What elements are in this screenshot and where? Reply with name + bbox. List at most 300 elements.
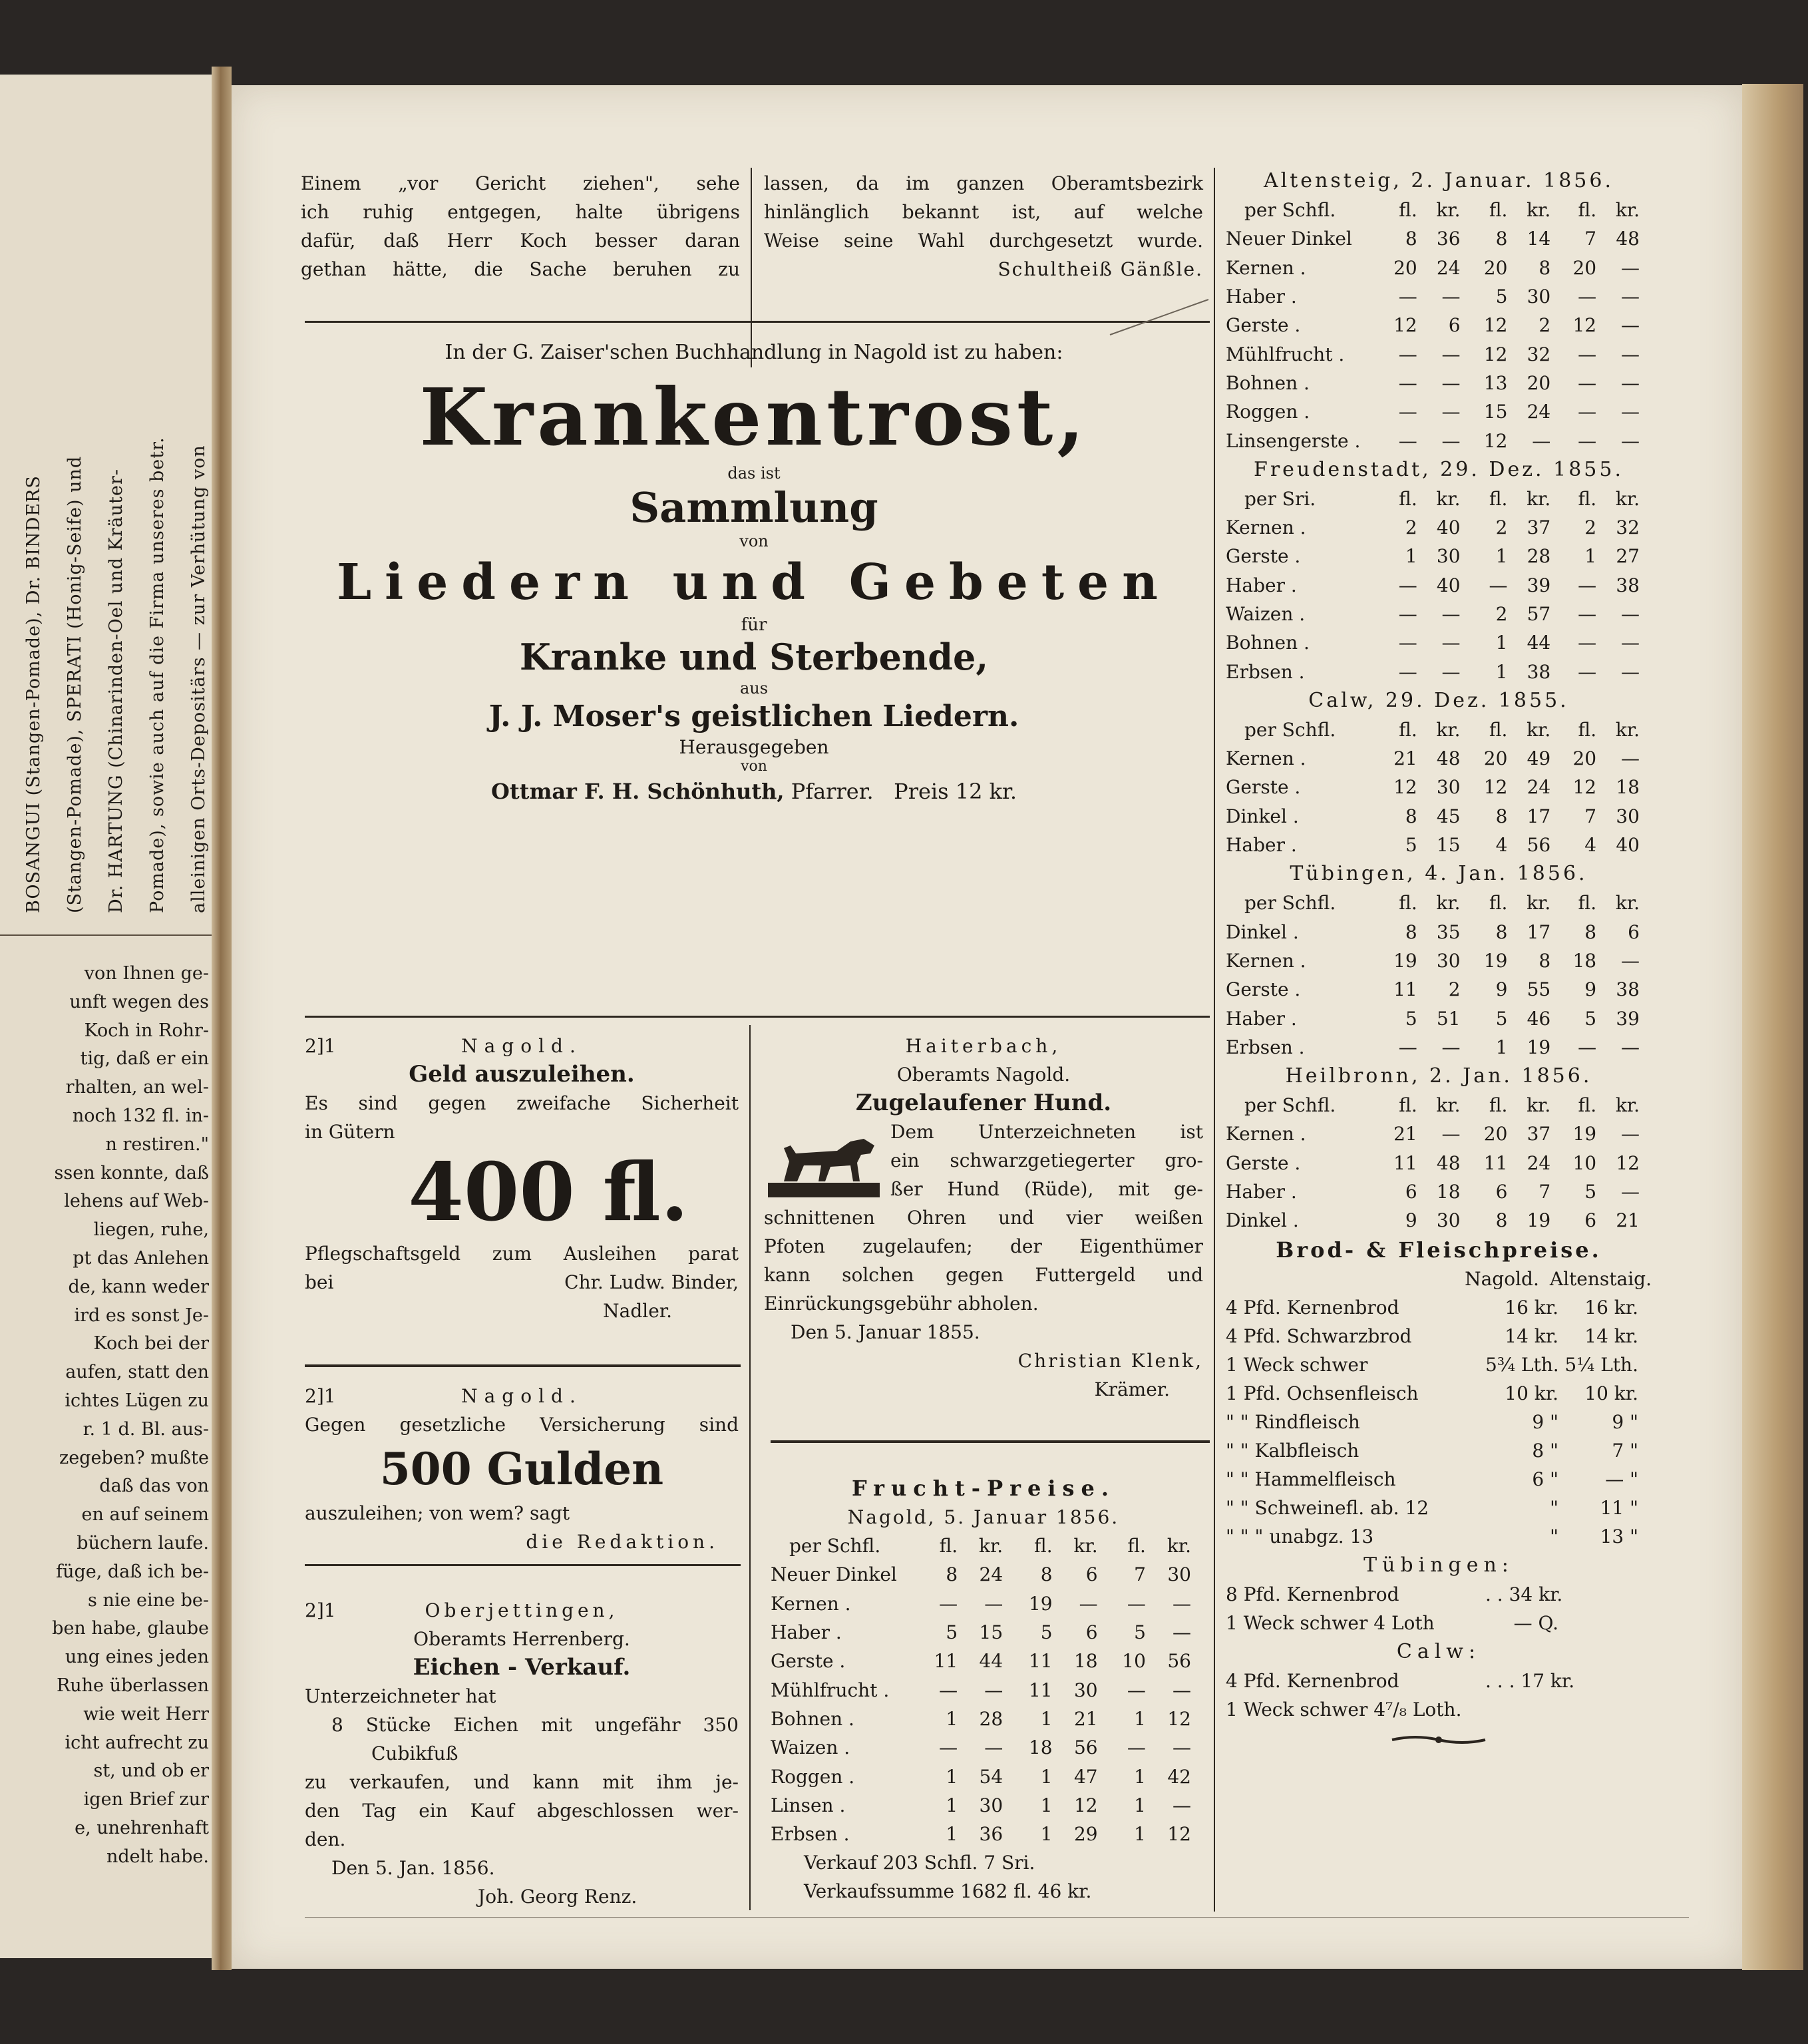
table-row [771,1791,1196,1820]
left-page-line: lehens auf Web- [64,1191,209,1212]
left-page-text [0,960,209,1872]
table-cell: — [1441,343,1461,365]
table-cell: 18 [1028,1737,1053,1759]
table-cell: kr. [1436,892,1461,915]
table-cell: — [1398,1036,1417,1058]
ad-signature: Christian Klenk, [1017,1350,1203,1372]
left-page-line: en auf seinem [81,1504,209,1526]
signature: Schultheiß Gänßle. [997,258,1203,280]
table-cell: 1 [1134,1707,1146,1730]
vertical-line: Pomade), sowie auch auf die Firma unseres betr. [147,437,168,913]
table-cell: 6 [1448,314,1461,337]
table-cell: per Schfl. [789,1535,881,1557]
text-line: Unterzeichneter hat [305,1685,496,1707]
table-cell: fl. [1399,487,1417,510]
table-cell: fl. [1489,892,1508,915]
text-line: 8 Stücke Eichen mit ungefähr 350 [331,1714,739,1736]
table-cell: kr. [1436,1094,1461,1117]
market-title: Calw, 29. Dez. 1855. [1308,688,1569,712]
table-cell: — [1398,660,1417,683]
table-cell: 8 [1405,805,1417,827]
table-cell: 24 [1527,1151,1551,1174]
table-cell: 10 [1122,1650,1146,1673]
ad-eichen [305,1596,739,1911]
table-cell: Bohnen . [1226,371,1310,394]
table-row [1226,831,1645,859]
left-page-line: ssen konnte, daß [54,1162,209,1183]
table-cell: 1 [946,1794,958,1816]
table-cell: 18 [1572,949,1597,972]
table-cell: 12 [1616,1151,1640,1174]
ad-separator [771,1440,1210,1443]
table-cell: 20 [1483,256,1508,279]
table-row [771,1733,1196,1762]
brod-cell: 8 " [1532,1439,1558,1462]
table-cell: 14 [1527,228,1551,250]
text-line: ein schwarzgetiegerter gro- [890,1149,1203,1171]
table-cell: 36 [1436,228,1461,250]
table-cell: — [1621,1123,1640,1145]
table-cell: kr. [1436,199,1461,222]
table-cell: — [1398,343,1417,365]
table-cell: 12 [1483,343,1508,365]
table-cell: Kernen . [771,1592,851,1615]
table-cell: 2 [1495,516,1508,539]
ad-place: Oberjettingen, [425,1599,619,1621]
market-title: Calw: [1396,1639,1481,1663]
bottom-rule [305,1917,1689,1918]
table-cell: — [1398,574,1417,596]
table-cell: — [1441,632,1461,654]
book-aus: aus [739,679,769,698]
table-row [1226,1033,1645,1062]
brod-cell: 5¼ Lth. [1564,1353,1638,1376]
table-cell: Kernen . [1226,747,1306,770]
table-cell: — [1621,1181,1640,1203]
table-cell: 37 [1527,516,1551,539]
brod-cell [1558,1609,1638,1637]
table-cell: — [1441,429,1461,452]
brod-cell: 13 " [1600,1525,1638,1547]
left-page-line: aufen, statt den [65,1362,209,1383]
table-cell: Gerste . [1226,978,1301,1001]
table-cell: 5 [1495,286,1508,308]
frucht-verkauf: Verkauf 203 Schfl. 7 Sri. [804,1852,1035,1874]
vertical-advert [13,188,209,913]
table-cell: 48 [1616,228,1640,250]
table-cell: fl. [1489,487,1508,510]
left-page-line: Koch in Rohr- [84,1020,209,1041]
table-header-row [1226,715,1645,744]
table-cell: 30 [1436,949,1461,972]
ad-number: 2]1 [305,1599,336,1621]
table-cell: 30 [1167,1563,1191,1586]
table-row [1226,397,1645,426]
column-rule [751,168,752,367]
table-cell: 12 [1167,1707,1191,1730]
table-cell: 20 [1527,371,1551,394]
table-cell: 29 [1073,1823,1098,1846]
table-cell: 1 [1134,1823,1146,1846]
brod-cell: 14 kr. [1584,1325,1638,1347]
table-cell: — [1621,1036,1640,1058]
left-page-line: pt das Anlehen [73,1247,209,1269]
left-page-line: de, kann weder [68,1276,209,1297]
table-cell: kr. [1527,892,1551,915]
table-cell: fl. [1489,1094,1508,1117]
ad-geld [305,1032,739,1325]
table-row [1226,542,1645,570]
table-row [1226,1004,1645,1032]
table-cell: 12 [1483,776,1508,799]
table-cell: — [1441,603,1461,625]
table-cell: 57 [1527,603,1551,625]
table-cell: 6 [1405,1181,1417,1203]
brod-cell: " " " unabgz. 13 [1226,1525,1374,1547]
page-edge [1742,84,1803,1970]
table-cell: 42 [1167,1765,1191,1788]
table-cell: 19 [1527,1209,1551,1232]
imprint-faded [311,1929,1682,1945]
table-cell: Bohnen . [1226,632,1310,654]
table-cell: 5 [1495,1007,1508,1030]
table-cell: — [1173,1621,1191,1644]
text-line: Dem Unterzeichneten ist [890,1121,1203,1143]
table-cell: 30 [1616,805,1640,827]
brod-head-nagold: Nagold. [1465,1267,1539,1290]
ad-date: Den 5. Januar 1855. [791,1321,980,1343]
left-page-line: ird es sonst Je- [74,1305,209,1326]
left-page-line: unft wegen des [69,991,209,1012]
book-von2: von [741,758,767,775]
table-cell: Bohnen . [771,1707,854,1730]
text-line: in Gütern [305,1121,395,1143]
table-cell: — [1398,429,1417,452]
table-cell: 7 [1584,805,1597,827]
table-cell: kr. [1615,199,1640,222]
brod-cell: 4 Pfd. Kernenbrod [1226,1669,1399,1692]
frucht-table [771,1532,1196,1848]
frucht-place: Nagold, 5. Januar 1856. [847,1506,1120,1528]
ad-eichen-head [305,1596,739,1625]
table-cell: 1 [946,1707,958,1730]
left-page-line: st, und ob er [93,1760,209,1782]
text-line: ßer Hund (Rüde), mit ge- [890,1178,1203,1200]
left-page-line: daß das von [99,1476,209,1497]
table-row [1226,744,1645,773]
text-line: Es sind gegen zweifache Sicherheit [305,1092,739,1114]
table-cell: — [1173,1679,1191,1701]
table-cell: 24 [1527,401,1551,423]
table-cell: 11 [1483,1151,1508,1174]
table-cell: 40 [1616,834,1640,857]
text-line: Weise seine Wahl durchgesetzt wurde. [764,230,1203,252]
table-cell: — [1578,401,1597,423]
table-cell: 1 [1405,545,1417,568]
table-row [1226,1177,1645,1206]
table-cell: 11 [1028,1650,1053,1673]
table-cell: 24 [1527,776,1551,799]
frucht-preise [764,1474,1203,1906]
table-cell: — [1173,1737,1191,1759]
brod-row [1226,1580,1652,1609]
left-page-line: noch 132 fl. in- [72,1105,209,1126]
table-cell: 20 [1393,256,1417,279]
table-row [771,1762,1196,1790]
table-row [1226,773,1645,801]
table-cell: — [1621,603,1640,625]
table-row [1226,1149,1645,1177]
table-cell: 27 [1616,545,1640,568]
table-cell: 1 [946,1765,958,1788]
brod-cell: 11 " [1600,1496,1638,1519]
book-title: Krankentrost, [419,371,1089,463]
table-cell: 48 [1436,1151,1461,1174]
ad-district: Oberamts Herrenberg. [413,1628,630,1650]
table-cell: Haber . [1226,286,1297,308]
table-cell: 5 [1584,1007,1597,1030]
table-cell: — [1398,371,1417,394]
table-cell: — [1441,401,1461,423]
table-cell: Kernen . [1226,1123,1306,1145]
table-cell: Erbsen . [1226,660,1305,683]
brod-cell: " " Schweinefl. ab. 12 [1226,1496,1429,1519]
table-cell: 1 [1495,660,1508,683]
table-cell: 1 [1040,1707,1053,1730]
table-cell: 40 [1436,516,1461,539]
text-line: schnittenen Ohren und vier weißen [764,1207,1203,1229]
table-row [771,1618,1196,1647]
table-cell: Neuer Dinkel [771,1563,897,1586]
book-fuer: für [741,615,767,635]
ad-500-head [305,1382,739,1410]
table-row [1226,513,1645,542]
table-cell: 30 [1436,776,1461,799]
table-cell: — [1173,1592,1191,1615]
text-line [305,1268,739,1297]
brod-row [1226,1408,1652,1436]
table-cell: 19 [1483,949,1508,972]
table-cell: — [1127,1592,1146,1615]
brod-cell: 16 kr. [1584,1296,1638,1319]
table-cell: fl. [1034,1535,1053,1557]
table-cell: fl. [1578,1094,1597,1117]
table-cell: 39 [1527,574,1551,596]
brod-cell: " " Hammelfleisch [1226,1468,1396,1490]
table-cell: 7 [1538,1181,1551,1203]
table-cell: 38 [1616,978,1640,1001]
main-column-rule [1214,168,1215,1912]
table-cell: kr. [1615,487,1640,510]
table-cell: Haber . [1226,1007,1297,1030]
ornament-rule [1226,1724,1652,1757]
table-row [1226,224,1645,253]
table-cell: 7 [1584,228,1597,250]
table-cell: kr. [1527,487,1551,510]
table-cell: Dinkel . [1226,1209,1299,1232]
brod-cell: " [1550,1496,1558,1519]
left-page-line: wie weit Herr [83,1703,209,1725]
table-cell: — [1398,286,1417,308]
table-cell: Haber . [1226,1181,1297,1203]
market-table-tuebingen [1226,889,1645,1062]
brod-cell: 1 Weck schwer [1226,1353,1368,1376]
facing-page-left [0,75,228,1958]
text-line: Cubikfuß [371,1742,458,1764]
brod-cell: 1 Pfd. Ochsenfleisch [1226,1382,1419,1404]
table-cell: — [1398,401,1417,423]
ad-number: 2]1 [305,1035,336,1057]
table-cell: 8 [1584,920,1597,943]
table-cell: 2 [1584,516,1597,539]
table-cell: 44 [979,1650,1003,1673]
table-cell: fl. [1399,199,1417,222]
table-cell: 21 [1616,1209,1640,1232]
table-cell: — [1621,660,1640,683]
left-page-line: von Ihnen ge- [84,963,209,984]
table-cell: Haber . [1226,574,1297,596]
table-cell: 8 [1495,920,1508,943]
table-cell: 54 [979,1765,1003,1788]
table-cell: — [1441,286,1461,308]
table-cell: 6 [1628,920,1640,943]
brod-row [1226,1695,1652,1724]
brod-cell [1558,1580,1638,1609]
left-page-line: icht aufrecht zu [65,1732,209,1753]
ad-hund [764,1032,1203,1404]
table-cell: Dinkel . [1226,920,1299,943]
table-cell: 12 [1572,776,1597,799]
table-cell: 18 [1616,776,1640,799]
brod-cell: 1 Weck schwer 4⁷/₈ Loth. [1226,1698,1462,1721]
table-cell: kr. [1527,718,1551,741]
brod-cell [1485,1695,1558,1724]
table-cell: 12 [1393,314,1417,337]
book-intro: In der G. Zaiser'schen Buchhandlung in Nagold ist zu haben: [445,341,1063,364]
lower-column-rule [749,1025,751,1910]
book-von: von [739,532,769,550]
ad-headline: Zugelaufener Hund. [855,1090,1112,1116]
brod-row [1226,1522,1652,1551]
text-line: lassen, da im ganzen Oberamtsbezirk [764,172,1203,194]
table-cell: Waizen . [771,1737,850,1759]
ad-place: Nagold. [461,1035,582,1057]
ad-signature-title: Krämer. [1094,1378,1170,1400]
left-page-line: Ruhe überlassen [56,1675,209,1696]
table-cell: 2 [1448,978,1461,1001]
left-page-line: s nie eine be- [88,1589,209,1611]
table-cell: 6 [1085,1621,1098,1644]
text-line: gethan hätte, die Sache beruhen zu [301,258,740,280]
brod-cell: . . . 17 kr. [1485,1669,1575,1692]
table-cell: — [1489,574,1508,596]
table-cell: — [1532,429,1551,452]
text-line: die Redaktion. [526,1531,719,1553]
table-cell: — [1578,660,1597,683]
table-cell: 12 [1393,776,1417,799]
text-line: Einrückungsgebühr abholen. [764,1293,1039,1315]
table-cell: 6 [1085,1563,1098,1586]
table-cell: — [939,1592,958,1615]
table-cell: — [939,1679,958,1701]
table-cell: 13 [1483,371,1508,394]
table-cell: — [939,1737,958,1759]
newspaper-page [232,85,1742,1969]
table-cell: kr. [1527,199,1551,222]
table-cell: 47 [1073,1765,1098,1788]
frucht-title: Frucht-Preise. [851,1476,1116,1501]
text-line: auszuleihen; von wem? sagt [305,1502,570,1524]
table-cell: 56 [1167,1650,1191,1673]
table-cell: Kernen . [1226,949,1306,972]
book-liedern: Liedern und Gebeten [337,554,1171,611]
table-cell: Mühlfrucht . [1226,343,1345,365]
table-cell: — [1578,286,1597,308]
table-row [771,1589,1196,1618]
table-cell: per Schfl. [1244,1094,1336,1117]
left-page-line: zegeben? mußte [59,1447,209,1468]
table-cell: 9 [1495,978,1508,1001]
table-row [1226,426,1645,455]
ad-500 [305,1382,739,1556]
book-author-line [298,775,1210,808]
table-cell: — [1578,574,1597,596]
table-cell: Neuer Dinkel [1226,228,1352,250]
table-cell: kr. [1615,718,1640,741]
text-line: Gegen gesetzliche Versicherung sind [305,1414,739,1436]
table-cell: 4 [1584,834,1597,857]
table-cell: 24 [979,1563,1003,1586]
table-cell: — [984,1592,1003,1615]
text-line: dafür, daß Herr Koch besser daran [301,230,740,252]
table-cell: 19 [1572,1123,1597,1145]
table-row [771,1675,1196,1704]
table-row [1226,918,1645,946]
table-cell: 1 [1495,632,1508,654]
table-cell: — [1621,401,1640,423]
text-fragment: Chr. Ludw. Binder, [564,1271,739,1293]
table-cell: 49 [1527,747,1551,770]
table-cell: 1 [1495,1036,1508,1058]
table-header-row [1226,1091,1645,1120]
table-cell: fl. [1489,718,1508,741]
table-cell: Linsen . [771,1794,846,1816]
table-cell: — [1621,429,1640,452]
table-cell: kr. [979,1535,1003,1557]
table-row [1226,571,1645,600]
table-cell: Erbsen . [1226,1036,1305,1058]
table-cell: — [1441,660,1461,683]
table-cell: 1 [1040,1823,1053,1846]
table-cell: fl. [1578,487,1597,510]
table-cell: 4 [1495,834,1508,857]
table-row [1226,802,1645,831]
table-cell: Haber . [771,1621,842,1644]
table-cell: 20 [1572,256,1597,279]
table-row [771,1560,1196,1589]
table-cell: 8 [1495,1209,1508,1232]
table-cell: 6 [1584,1209,1597,1232]
vertical-line: Dr. HARTUNG (Chinarinden-Oel und Kräuter- [106,469,126,913]
right-price-column [1226,166,1652,1757]
brod-cell: " " Rindfleisch [1226,1410,1360,1433]
vertical-line: BOSANGUI (Stangen-Pomade), Dr. BINDERS [23,475,44,913]
table-cell: 8 [1405,228,1417,250]
table-row [771,1647,1196,1675]
table-row [1226,975,1645,1004]
left-page-line: Koch bei der [93,1333,209,1354]
table-cell: 21 [1073,1707,1098,1730]
